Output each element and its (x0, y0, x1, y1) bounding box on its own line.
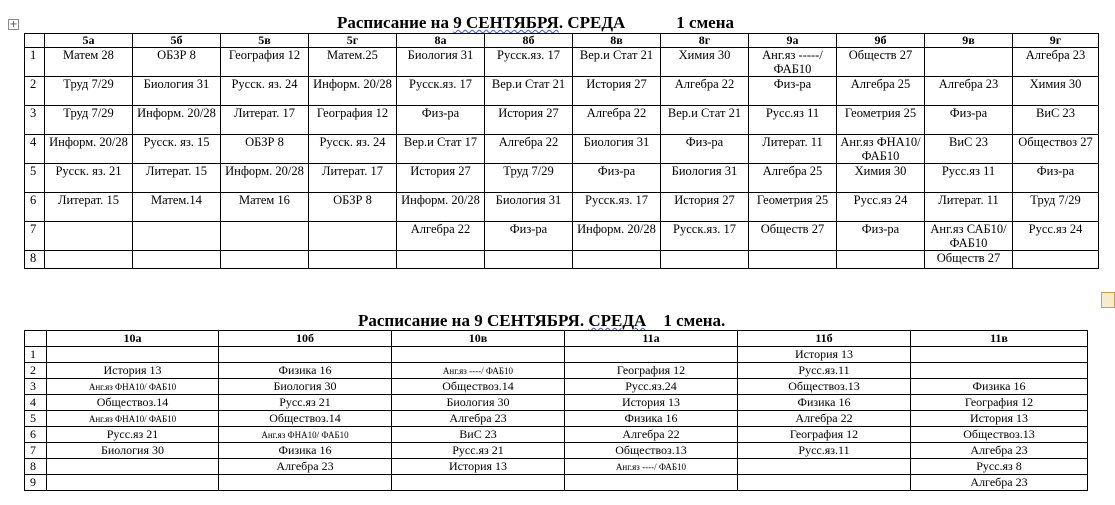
lesson-cell[interactable]: История 13 (738, 347, 911, 363)
lesson-cell[interactable]: Информ. 20/28 (221, 164, 309, 193)
lesson-cell[interactable]: Литерат. 17 (309, 164, 397, 193)
lesson-cell[interactable]: Алгебра 23 (219, 459, 392, 475)
lesson-cell[interactable]: История 13 (47, 363, 219, 379)
title2-prefix: Расписание на 9 СЕНТЯБРЯ. (358, 311, 589, 330)
class-header: 8г (661, 34, 749, 48)
title1-rest: . СРЕДА 1 смена (558, 13, 735, 32)
lesson-cell[interactable]: География 12 (911, 395, 1088, 411)
lesson-cell[interactable] (837, 251, 925, 269)
lesson-cell[interactable]: Биология 30 (47, 443, 219, 459)
lesson-cell[interactable]: География 12 (565, 363, 738, 379)
lesson-cell[interactable]: Алгебра 22 (565, 427, 738, 443)
lesson-cell[interactable] (45, 222, 133, 251)
lesson-cell[interactable]: Русс.яз.11 (738, 363, 911, 379)
table-row (25, 106, 1099, 135)
lesson-cell[interactable]: ОБЗР 8 (309, 193, 397, 222)
lesson-cell[interactable] (911, 347, 1088, 363)
lesson-cell[interactable] (925, 48, 1013, 77)
class-header: 5г (309, 34, 397, 48)
table-row (25, 222, 1099, 251)
lesson-cell[interactable]: Обществоз.13 (911, 427, 1088, 443)
lesson-cell[interactable]: Алгебра 22 (485, 135, 573, 164)
lesson-cell[interactable]: Физ-ра (485, 222, 573, 251)
lesson-cell[interactable] (221, 251, 309, 269)
header-row (25, 331, 1088, 347)
class-header: 11в (911, 331, 1088, 347)
lesson-number-cell[interactable]: 3 (25, 379, 47, 395)
lesson-cell[interactable] (392, 475, 565, 491)
lesson-cell[interactable] (911, 363, 1088, 379)
lesson-cell[interactable]: Физ-ра (925, 106, 1013, 135)
class-header: 11а (565, 331, 738, 347)
class-header: 8в (573, 34, 661, 48)
lesson-number-cell[interactable]: 3 (25, 106, 45, 135)
lesson-cell[interactable]: Русс.яз.24 (565, 379, 738, 395)
lesson-cell[interactable]: Физика 16 (565, 411, 738, 427)
lesson-cell[interactable]: Обществоз 27 (1013, 135, 1099, 164)
lesson-cell[interactable]: Литерат. 15 (133, 164, 221, 193)
lesson-cell[interactable]: Обществоз.13 (738, 379, 911, 395)
lesson-cell[interactable] (573, 251, 661, 269)
lesson-number-cell[interactable]: 1 (25, 347, 47, 363)
lesson-cell[interactable]: Русс.яз 24 (837, 193, 925, 222)
lesson-cell[interactable]: Матем.14 (133, 193, 221, 222)
class-header: 9б (837, 34, 925, 48)
lesson-cell[interactable]: Информ. 20/28 (133, 106, 221, 135)
lesson-cell[interactable]: Алгебра 22 (397, 222, 485, 251)
lesson-cell[interactable]: Матем 28 (45, 48, 133, 77)
table-row (25, 77, 1099, 106)
class-header: 9г (1013, 34, 1099, 48)
lesson-cell[interactable]: Алгебра 25 (749, 164, 837, 193)
lesson-cell[interactable]: Алгебра 22 (661, 77, 749, 106)
title1-prefix: Расписание на (337, 13, 454, 32)
lesson-cell[interactable] (749, 251, 837, 269)
lesson-cell[interactable]: Анг.яз ----/ ФАБ10 (392, 363, 565, 379)
title1-date: 9 СЕНТЯБРЯ (453, 13, 559, 32)
lesson-cell[interactable]: Химия 30 (1013, 77, 1099, 106)
lesson-number-cell[interactable]: 6 (25, 427, 47, 443)
lesson-cell[interactable]: Анг.яз -----/ ФАБ10 (749, 48, 837, 77)
lesson-cell[interactable]: История 27 (397, 164, 485, 193)
lesson-cell[interactable]: Русс.яз.11 (738, 443, 911, 459)
lesson-cell[interactable] (397, 251, 485, 269)
lesson-cell[interactable]: Русск. яз. 21 (45, 164, 133, 193)
lesson-cell[interactable]: Физика 16 (738, 395, 911, 411)
lesson-cell[interactable]: Обществоз.14 (392, 379, 565, 395)
lesson-cell[interactable] (309, 251, 397, 269)
lesson-cell[interactable]: Информ. 20/28 (573, 222, 661, 251)
table-row (25, 443, 1088, 459)
lesson-cell[interactable] (309, 222, 397, 251)
lesson-cell[interactable]: История 27 (661, 193, 749, 222)
lesson-cell[interactable]: Труд 7/29 (485, 164, 573, 193)
lesson-cell[interactable]: Русск. яз. 24 (221, 77, 309, 106)
lesson-cell[interactable] (565, 475, 738, 491)
table-row (25, 475, 1088, 491)
lesson-cell[interactable]: Литерат. 15 (45, 193, 133, 222)
lesson-number-cell[interactable]: 9 (25, 475, 47, 491)
class-header: 5а (45, 34, 133, 48)
table-row (25, 347, 1088, 363)
table-row (25, 135, 1099, 164)
lesson-cell[interactable] (219, 475, 392, 491)
class-header: 8а (397, 34, 485, 48)
lesson-number-cell[interactable]: 6 (25, 193, 45, 222)
lesson-cell[interactable]: Анг.яз ФНА10/ ФАБ10 (219, 427, 392, 443)
lesson-cell[interactable] (392, 347, 565, 363)
lesson-cell[interactable]: ВиС 23 (1013, 106, 1099, 135)
lesson-cell[interactable]: Физ-ра (749, 77, 837, 106)
class-header: 11б (738, 331, 911, 347)
title2-date: СРЕДА (588, 311, 647, 330)
lesson-number-cell[interactable]: 7 (25, 443, 47, 459)
lesson-cell[interactable] (133, 251, 221, 269)
lesson-number-cell[interactable]: 5 (25, 164, 45, 193)
lesson-cell[interactable]: История 27 (485, 106, 573, 135)
lesson-cell[interactable]: История 27 (573, 77, 661, 106)
lesson-cell[interactable]: Обществ 27 (925, 251, 1013, 269)
lesson-cell[interactable]: Обществоз.14 (47, 395, 219, 411)
lesson-cell[interactable]: Алгебра 23 (1013, 48, 1099, 77)
lesson-cell[interactable]: Обществоз.13 (565, 443, 738, 459)
lesson-cell[interactable]: География 12 (738, 427, 911, 443)
lesson-cell[interactable] (738, 459, 911, 475)
lesson-cell[interactable]: Физ-ра (397, 106, 485, 135)
lesson-number-cell[interactable]: 8 (25, 251, 45, 269)
lesson-cell[interactable] (221, 222, 309, 251)
lesson-cell[interactable]: Русск.яз. 17 (397, 77, 485, 106)
schedule-title-2 (358, 311, 725, 331)
lesson-cell[interactable] (133, 222, 221, 251)
lesson-cell[interactable]: Русс.яз 24 (1013, 222, 1099, 251)
lesson-cell[interactable]: Алгебра 23 (925, 77, 1013, 106)
lesson-cell[interactable]: Биология 30 (219, 379, 392, 395)
lesson-cell[interactable]: История 13 (392, 459, 565, 475)
lesson-number-header (25, 34, 45, 48)
lesson-cell[interactable]: ВиС 23 (392, 427, 565, 443)
lesson-cell[interactable]: Русс.яз 11 (925, 164, 1013, 193)
lesson-cell[interactable]: Химия 30 (837, 164, 925, 193)
header-row (25, 34, 1099, 48)
lesson-cell[interactable]: Русс.яз 8 (911, 459, 1088, 475)
paste-options-icon[interactable] (1101, 292, 1115, 308)
lesson-cell[interactable]: Обществоз.14 (219, 411, 392, 427)
lesson-cell[interactable]: Алгебра 23 (392, 411, 565, 427)
lesson-number-cell[interactable]: 5 (25, 411, 47, 427)
lesson-cell[interactable]: Физ-ра (837, 222, 925, 251)
lesson-number-cell[interactable]: 4 (25, 395, 47, 411)
lesson-cell[interactable]: Анг.яз ФНА10/ ФАБ10 (47, 411, 219, 427)
class-header: 9а (749, 34, 837, 48)
lesson-cell[interactable]: Вер.и Стат 21 (661, 106, 749, 135)
schedule-table-senior-grades (24, 330, 1088, 491)
lesson-cell[interactable] (738, 475, 911, 491)
lesson-cell[interactable]: Вер.и Стат 21 (485, 77, 573, 106)
schedule-table-middle-grades (24, 33, 1099, 269)
lesson-cell[interactable]: История 13 (911, 411, 1088, 427)
class-header: 10в (392, 331, 565, 347)
lesson-cell[interactable]: Матем 16 (221, 193, 309, 222)
class-header: 10б (219, 331, 392, 347)
class-header: 9в (925, 34, 1013, 48)
schedule-title-1 (337, 13, 734, 33)
lesson-cell[interactable]: Физ-ра (1013, 164, 1099, 193)
table-move-handle-icon[interactable]: + (9, 19, 18, 30)
lesson-cell[interactable]: Алгебра 23 (911, 475, 1088, 491)
lesson-cell[interactable]: Русск. яз. 15 (133, 135, 221, 164)
lesson-cell[interactable]: Литерат. 11 (749, 135, 837, 164)
lesson-number-cell[interactable]: 2 (25, 363, 47, 379)
lesson-cell[interactable] (485, 251, 573, 269)
lesson-cell[interactable]: Литерат. 11 (925, 193, 1013, 222)
table-row (25, 427, 1088, 443)
lesson-number-cell[interactable]: 4 (25, 135, 45, 164)
lesson-cell[interactable]: Физика 16 (219, 363, 392, 379)
table-row (25, 164, 1099, 193)
lesson-cell[interactable]: Информ. 20/28 (309, 77, 397, 106)
lesson-cell[interactable]: ОБЗР 8 (133, 48, 221, 77)
table-row (25, 411, 1088, 427)
table-row (25, 379, 1088, 395)
lesson-cell[interactable]: Анг.яз ФНА10/ ФАБ10 (837, 135, 925, 164)
class-header: 5в (221, 34, 309, 48)
table-row (25, 363, 1088, 379)
lesson-cell[interactable]: ОБЗР 8 (221, 135, 309, 164)
lesson-number-cell[interactable]: 8 (25, 459, 47, 475)
lesson-cell[interactable] (565, 347, 738, 363)
lesson-cell[interactable]: Обществ 27 (837, 48, 925, 77)
lesson-cell[interactable]: Труд 7/29 (1013, 193, 1099, 222)
lesson-cell[interactable] (219, 347, 392, 363)
table-row (25, 193, 1099, 222)
lesson-cell[interactable]: Анг.яз ----/ ФАБ10 (565, 459, 738, 475)
lesson-cell[interactable]: Труд 7/29 (45, 106, 133, 135)
lesson-cell[interactable]: Литерат. 17 (221, 106, 309, 135)
lesson-cell[interactable]: Алгебра 22 (738, 411, 911, 427)
lesson-cell[interactable]: Биология 30 (392, 395, 565, 411)
lesson-cell[interactable]: Биология 31 (573, 135, 661, 164)
lesson-cell[interactable]: ВиС 23 (925, 135, 1013, 164)
lesson-cell[interactable]: Алгебра 23 (911, 443, 1088, 459)
lesson-cell[interactable] (47, 459, 219, 475)
lesson-cell[interactable]: Вер.и Стат 17 (397, 135, 485, 164)
lesson-cell[interactable]: Биология 31 (397, 48, 485, 77)
lesson-cell[interactable]: Русс.яз 11 (749, 106, 837, 135)
lesson-cell[interactable] (45, 251, 133, 269)
lesson-number-cell[interactable]: 1 (25, 48, 45, 77)
lesson-cell[interactable]: Русск.яз. 17 (573, 193, 661, 222)
class-header: 8б (485, 34, 573, 48)
lesson-cell[interactable]: Вер.и Стат 21 (573, 48, 661, 77)
lesson-cell[interactable]: Матем.25 (309, 48, 397, 77)
lesson-cell[interactable] (47, 347, 219, 363)
lesson-cell[interactable]: Русс.яз 21 (219, 395, 392, 411)
title2-rest: 1 смена. (646, 311, 726, 330)
lesson-number-header (25, 331, 47, 347)
lesson-cell[interactable]: География 12 (309, 106, 397, 135)
lesson-cell[interactable] (661, 251, 749, 269)
lesson-cell[interactable]: Русс.яз 21 (392, 443, 565, 459)
lesson-cell[interactable]: Физ-ра (573, 164, 661, 193)
lesson-cell[interactable]: Алгебра 25 (837, 77, 925, 106)
lesson-cell[interactable]: Физика 16 (911, 379, 1088, 395)
lesson-cell[interactable]: Русск.яз. 17 (661, 222, 749, 251)
lesson-cell[interactable]: Химия 30 (661, 48, 749, 77)
lesson-cell[interactable]: Русс.яз 21 (47, 427, 219, 443)
table-row (25, 48, 1099, 77)
lesson-number-cell[interactable]: 7 (25, 222, 45, 251)
lesson-cell[interactable]: История 13 (565, 395, 738, 411)
lesson-cell[interactable]: Обществ 27 (749, 222, 837, 251)
lesson-cell[interactable]: Алгебра 22 (573, 106, 661, 135)
lesson-number-cell[interactable]: 2 (25, 77, 45, 106)
lesson-cell[interactable]: Информ. 20/28 (397, 193, 485, 222)
table-row (25, 395, 1088, 411)
class-header: 10а (47, 331, 219, 347)
lesson-cell[interactable] (47, 475, 219, 491)
class-header: 5б (133, 34, 221, 48)
lesson-cell[interactable]: Биология 31 (661, 164, 749, 193)
table-row (25, 251, 1099, 269)
lesson-cell[interactable]: Русск.яз. 17 (485, 48, 573, 77)
lesson-cell[interactable]: Анг.яз САБ10/ ФАБ10 (925, 222, 1013, 251)
lesson-cell[interactable]: Информ. 20/28 (45, 135, 133, 164)
lesson-cell[interactable]: Биология 31 (485, 193, 573, 222)
table-row (25, 459, 1088, 475)
lesson-cell[interactable]: Геометрия 25 (749, 193, 837, 222)
lesson-cell[interactable]: Труд 7/29 (45, 77, 133, 106)
lesson-cell[interactable]: География 12 (221, 48, 309, 77)
lesson-cell[interactable]: Физика 16 (219, 443, 392, 459)
lesson-cell[interactable]: Анг.яз ФНА10/ ФАБ10 (47, 379, 219, 395)
lesson-cell[interactable]: Биология 31 (133, 77, 221, 106)
lesson-cell[interactable]: Геометрия 25 (837, 106, 925, 135)
lesson-cell[interactable]: Русск. яз. 24 (309, 135, 397, 164)
lesson-cell[interactable] (1013, 251, 1099, 269)
lesson-cell[interactable]: Физ-ра (661, 135, 749, 164)
